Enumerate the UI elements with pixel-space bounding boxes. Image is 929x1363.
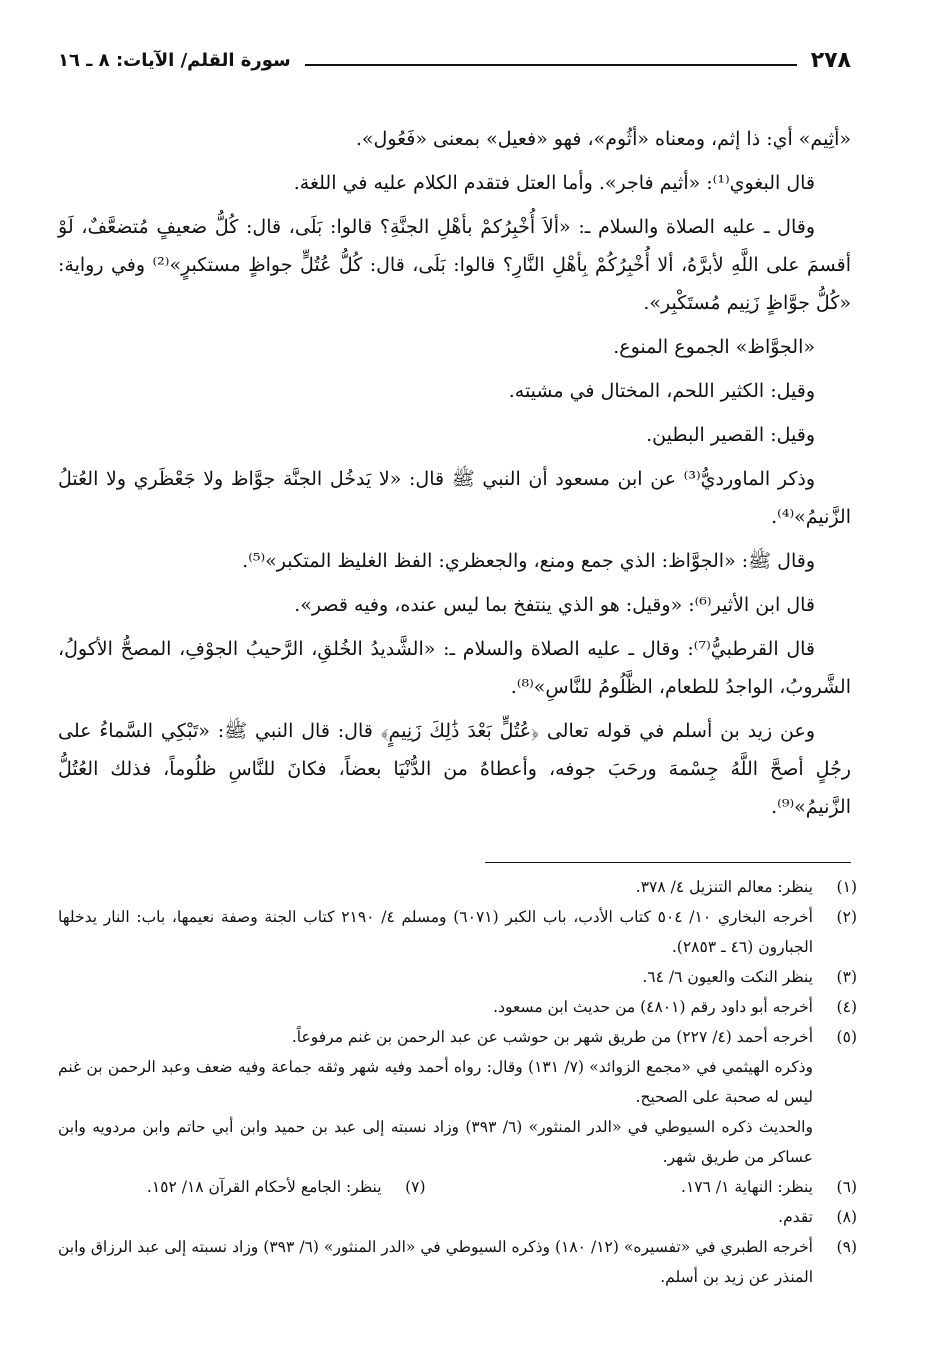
footnote-number: (٨): [836, 1208, 857, 1226]
paragraph: وقال ﷺ: «الجوَّاظ: الذي جمع ومنع، والجعظري: الفظ الغليظ المتكبر»⁽⁵⁾.: [242, 550, 815, 572]
footnote-text: ينظر النكت والعيون ٦/ ٦٤.: [642, 968, 813, 986]
footnote-number: (٤): [836, 998, 857, 1016]
paragraph: وقيل: الكثير اللحم، المختال في مشيته.: [508, 380, 815, 402]
footnote-number: (٩): [836, 1238, 857, 1256]
footnote-text: ينظر: الجامع لأحكام القرآن ١٨/ ١٥٢.: [146, 1178, 382, 1196]
footnote-3: [58, 962, 857, 992]
footnote-text: ينظر: معالم التنزيل ٤/ ٣٧٨.: [635, 878, 813, 896]
footnote-5-continuation: وذكره الهيثمي في «مجمع الزوائد» (٧/ ١٣١) وقال: رواه أحمد وفيه شهر وثقه جماعة وفيه ضعف وعبد الرحمن بن غنم ليس له صحبة على الصحيح.: [58, 1058, 813, 1106]
footnote-text: تقدم.: [778, 1208, 813, 1226]
footnote-text: أخرجه الطبري في «تفسيره» (١٢/ ١٨٠) وذكره السيوطي في «الدر المنثور» (٦/ ٣٩٣) وزاد نسبته إلى عبد الرزاق وابن المنذر عن زيد بن أسلم.: [58, 1238, 813, 1286]
paragraph: «الجوَّاظ» الجموع المنوع.: [613, 336, 815, 358]
paragraph: وقال ـ عليه الصلاة والسلام ـ: «ألاَ أُخْبِرُكمْ بأهْلِ الجنَّةِ؟ قالوا: بَلَى، قال: كُلُّ ضعيفٍ مُتضعَّفٌ، لَوْ أقسمَ على اللَّهِ لأبرَّهُ، ألا أُخْبِرُكُمْ بِأهْلِ النَّارِ؟ قالوا: بَلَى، قال: كُلُّ عُتُلٍّ جواظٍ مستكبرٍ»⁽²⁾ وفي رواية: «كُلُّ جوَّاظٍ زَنِيم مُستَكْبِر».: [58, 216, 851, 314]
paragraph: وذكر الماورديُّ⁽³⁾ عن ابن مسعود أن النبي ﷺ قال: «لا يَدخُل الجنَّة جوَّاظ ولا جَعْظَري ولا العُتلُ الزَّنيمُ»⁽⁴⁾.: [58, 468, 851, 528]
footnote-8: [58, 1202, 857, 1232]
footnote-5: [58, 1022, 857, 1052]
footnote-number: (٦): [836, 1178, 857, 1196]
footnote-6: [426, 1172, 857, 1202]
paragraph: قال البغوي⁽¹⁾: «أثيم فاجر». وأما العتل فتقدم الكلام عليه في اللغة.: [293, 172, 815, 194]
footnote-number: (٢): [836, 908, 857, 926]
footnote-9: [58, 1232, 857, 1292]
footnote-number: (١): [836, 878, 857, 896]
page-header: [58, 40, 851, 80]
paragraph: «أثِيم» أي: ذا إثم، ومعناه «أثُوم»، فهو «فعيل» بمعنى «فَعُول».: [355, 128, 851, 150]
footnote-number: (٧): [405, 1178, 426, 1196]
footnote-2: [58, 902, 857, 962]
main-text: [58, 120, 851, 832]
footnote-text: أخرجه البخاري ١٠/ ٥٠٤ كتاب الأدب، باب الكبر (٦٠٧١) ومسلم ٤/ ٢١٩٠ كتاب الجنة وصفة نعيمها، باب: النار يدخلها الجبارون (٤٦ ـ ٢٨٥٣).: [58, 908, 813, 956]
footnote-text: أخرجه أبو داود رقم (٤٨٠١) من حديث ابن مسعود.: [493, 998, 813, 1016]
paragraph: قال القرطبيُّ⁽⁷⁾: وقال ـ عليه الصلاة والسلام ـ: «الشَّديدُ الخُلقِ، الرَّحيبُ الجوْفِ، المصحُّ الأكولُ، الشَّروبُ، الواجدُ للطعام، الظَّلُومُ للنَّاسِ»⁽⁸⁾.: [58, 638, 851, 698]
footnote-pair-6-7: [58, 1172, 857, 1202]
footnote-text: ينظر: النهاية ١/ ١٧٦.: [681, 1178, 813, 1196]
footnote-7: [58, 1172, 426, 1202]
running-title: سورة القلم/ الآيات: ٨ ـ ١٦: [58, 49, 291, 71]
footnote-number: (٥): [836, 1028, 857, 1046]
page-number: ٢٧٨: [810, 47, 851, 73]
header-rule: [305, 64, 797, 66]
footnote-1: [58, 872, 857, 902]
paragraph: قال ابن الأثير⁽⁶⁾: «وقيل: هو الذي ينتفخ بما ليس عنده، وفيه قصر».: [294, 594, 815, 616]
footnote-number: (٣): [836, 968, 857, 986]
footnote-5-continuation: والحديث ذكره السيوطي في «الدر المنثور» (٦/ ٣٩٣) وزاد نسبته إلى عبد بن حميد وابن أبي حاتم وابن مردويه وابن عساكر من طريق شهر.: [58, 1118, 813, 1166]
footnotes: [58, 872, 857, 1292]
paragraph: وقيل: القصير البطين.: [646, 424, 815, 446]
footnote-4: [58, 992, 857, 1022]
footnote-separator: [485, 862, 851, 863]
paragraph: وعن زيد بن أسلم في قوله تعالى ﴿عُتُلٍّ بَعْدَ ذَٰلِكَ زَنِيمٍ﴾ قال: قال النبي ﷺ: «تَبْكِي السَّماءُ على رجُلٍ أصحَّ اللَّهُ جِسْمهَ ورحَبَ جوفه، وأعطاهُ من الدُّنْيَا بعضاً، فكانَ للنَّاسِ ظلُوماً، فذلك العُتُلُّ الزَّنيمُ»⁽⁹⁾.: [58, 720, 851, 818]
footnote-text: أخرجه أحمد (٤/ ٢٢٧) من طريق شهر بن حوشب عن عبد الرحمن بن غنم مرفوعاً.: [291, 1028, 813, 1046]
